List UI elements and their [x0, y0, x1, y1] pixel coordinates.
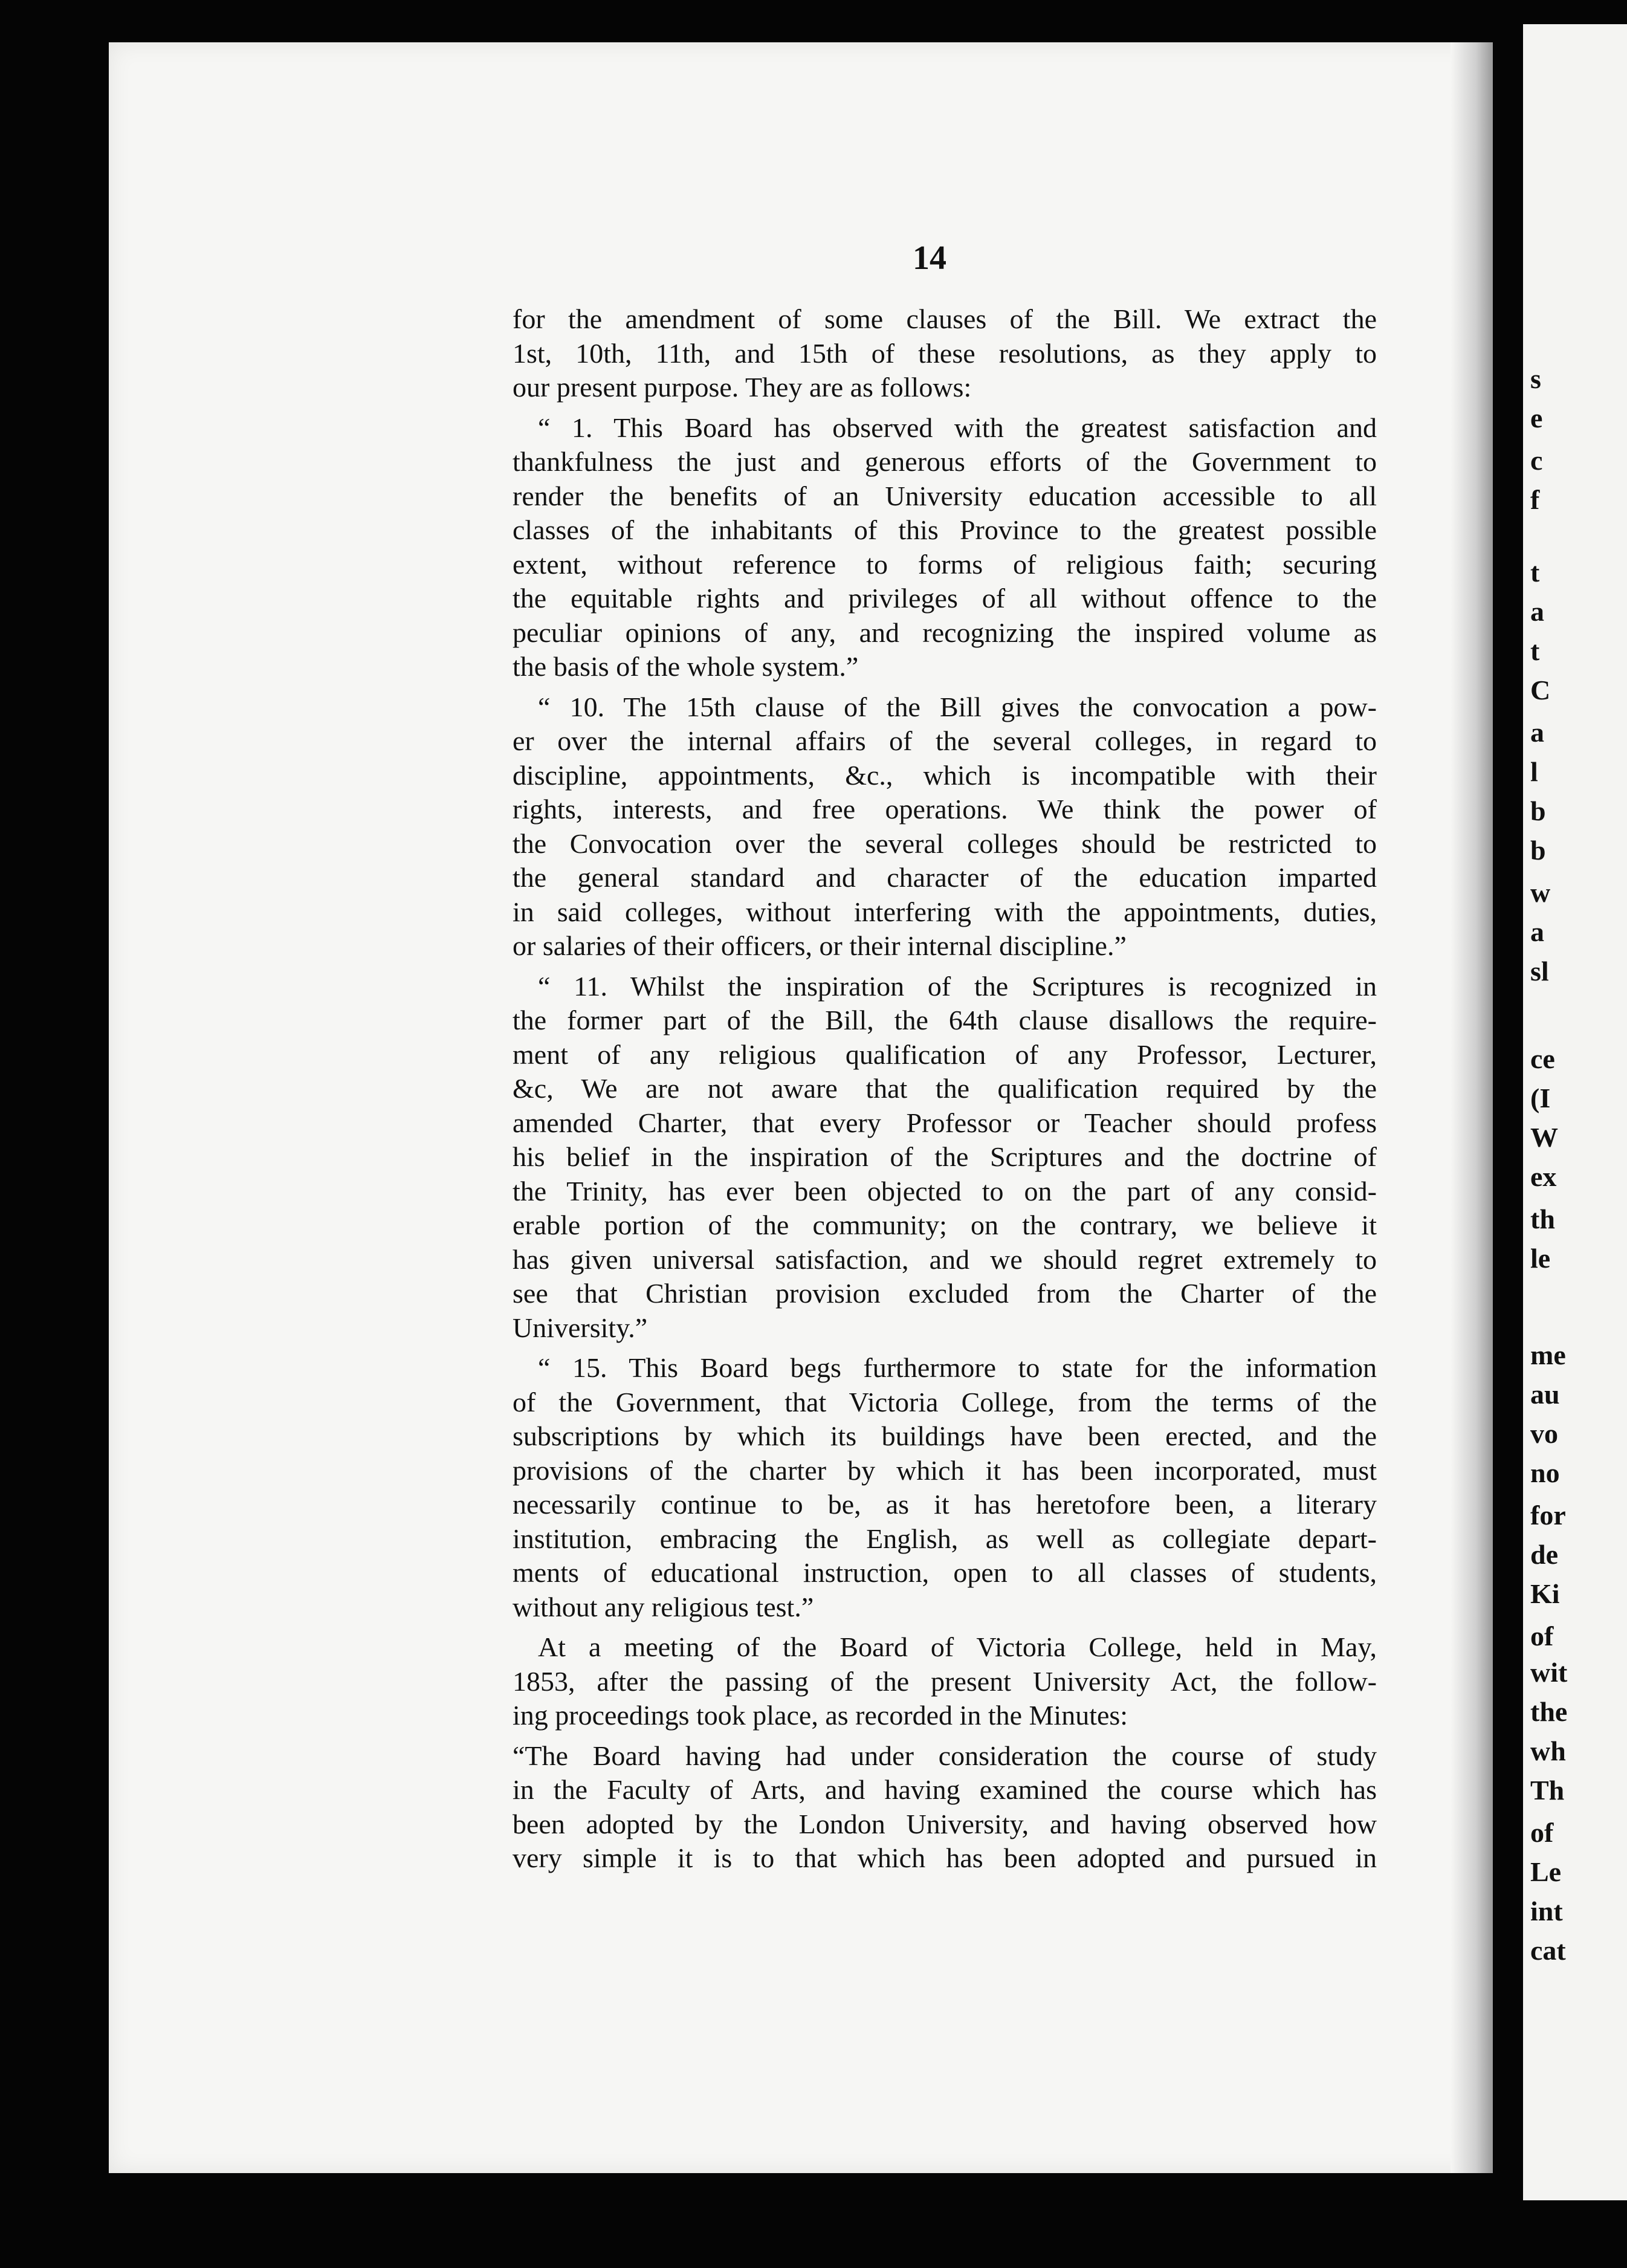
resolution-10	[513, 690, 1377, 964]
facing-page-letters: f	[1530, 484, 1540, 515]
facing-page-letters: int	[1530, 1896, 1563, 1926]
page-body	[513, 302, 1377, 1882]
facing-page-letters: a	[1530, 596, 1544, 627]
facing-page-letters: ex	[1530, 1161, 1557, 1192]
facing-page-letters: Th	[1530, 1775, 1565, 1806]
facing-page-letters: c	[1530, 445, 1543, 476]
text-line: ing proceedings took place, as recorded in the Minutes:	[513, 1700, 1128, 1731]
text-line: classes of the inhabitants of this Province to the greatest possible	[513, 514, 1377, 545]
text-line: without any religious test.”	[513, 1591, 814, 1622]
facing-page-letters: t	[1530, 635, 1540, 666]
resolution-15	[513, 1351, 1377, 1624]
text-line: er over the internal affairs of the several colleges, in regard to	[513, 725, 1377, 756]
text-line: the Convocation over the several colleges should be restricted to	[513, 828, 1377, 859]
text-line: provisions of the charter by which it has been incorporated, must	[513, 1454, 1377, 1486]
text-line: of the Government, that Victoria College, from the terms of the	[513, 1386, 1377, 1418]
text-line: for the amendment of some clauses of the Bill. We extract the	[513, 303, 1377, 334]
text-line: in said colleges, without interfering with the appointments, duties,	[513, 896, 1377, 927]
text-line: our present purpose. They are as follows:	[513, 372, 972, 403]
facing-page-letters: s	[1530, 363, 1541, 394]
text-line: “The Board having had under consideration the course of study	[513, 1740, 1377, 1771]
text-line: necessarily continue to be, as it has heretofore been, a literary	[513, 1489, 1377, 1520]
facing-page-letters: de	[1530, 1539, 1558, 1570]
facing-page-letters: au	[1530, 1379, 1560, 1410]
facing-page-letters: the	[1530, 1696, 1568, 1727]
facing-page-letters: a	[1530, 916, 1544, 947]
facing-page-letters: l	[1530, 756, 1538, 787]
text-line: ments of educational instruction, open to all classes of students,	[513, 1557, 1377, 1588]
text-line: At a meeting of the Board of Victoria College, held in May,	[538, 1631, 1377, 1662]
text-line: the basis of the whole system.”	[513, 651, 859, 682]
text-line: “ 15. This Board begs furthermore to state for the information	[538, 1352, 1377, 1383]
page-gutter	[1451, 42, 1493, 2173]
facing-page-letters: e	[1530, 403, 1543, 433]
text-line: institution, embracing the English, as well as collegiate depart-	[513, 1523, 1377, 1554]
facing-page-fragment	[1523, 24, 1627, 2200]
facing-page-letters: b	[1530, 795, 1546, 826]
text-line: see that Christian provision excluded from the Charter of the	[513, 1278, 1377, 1309]
text-line: “ 11. Whilst the inspiration of the Scriptures is recognized in	[538, 970, 1377, 1002]
resolution-1	[513, 411, 1377, 684]
facing-page-letters: me	[1530, 1340, 1566, 1370]
facing-page-letters: th	[1530, 1204, 1555, 1234]
text-line: 1st, 10th, 11th, and 15th of these resolutions, as they apply to	[513, 337, 1377, 369]
text-line: the former part of the Bill, the 64th clause disallows the require-	[513, 1005, 1377, 1035]
text-line: his belief in the inspiration of the Scriptures and the doctrine of	[513, 1141, 1377, 1172]
text-line: thankfulness the just and generous efforts of the Government to	[513, 446, 1377, 477]
text-line: subscriptions by which its buildings have been erected, and the	[513, 1421, 1377, 1451]
facing-page-letters: sl	[1530, 956, 1549, 987]
facing-page-letters: no	[1530, 1457, 1560, 1488]
text-line: “ 10. The 15th clause of the Bill gives the convocation a pow-	[538, 691, 1377, 722]
facing-page-letters: w	[1530, 877, 1551, 908]
facing-page-letters: of	[1530, 1621, 1554, 1651]
facing-page-letters: C	[1530, 675, 1551, 705]
facing-page-letters: ce	[1530, 1043, 1555, 1074]
intro-paragraph	[513, 302, 1377, 405]
facing-page-letters: le	[1530, 1243, 1551, 1274]
facing-page-letters: b	[1530, 835, 1546, 866]
text-line: has given universal satisfaction, and we should regret extremely to	[513, 1243, 1377, 1275]
text-line: the equitable rights and privileges of all without offence to the	[513, 583, 1377, 614]
facing-page-letters: Le	[1530, 1856, 1562, 1887]
facing-page-letters: vo	[1530, 1418, 1558, 1449]
text-line: amended Charter, that every Professor or Teacher should profess	[513, 1107, 1377, 1138]
page-number: 14	[913, 239, 946, 277]
text-line: been adopted by the London University, and having observed how	[513, 1808, 1377, 1839]
facing-page-letters: wit	[1530, 1657, 1568, 1688]
text-line: in the Faculty of Arts, and having examined the course which has	[513, 1774, 1377, 1805]
text-line: rights, interests, and free operations. We think the power of	[513, 794, 1377, 825]
text-line: erable portion of the community; on the contrary, we believe it	[513, 1210, 1377, 1240]
meeting-paragraph	[513, 1630, 1377, 1733]
text-line: extent, without reference to forms of religious faith; securing	[513, 548, 1377, 580]
text-line: &c, We are not aware that the qualification required by the	[513, 1073, 1377, 1104]
facing-page-letters: for	[1530, 1500, 1566, 1531]
facing-page-letters: t	[1530, 557, 1540, 588]
facing-page-letters: (I	[1530, 1083, 1551, 1113]
text-line: discipline, appointments, &c., which is incompatible with their	[513, 759, 1377, 791]
facing-page-letters: a	[1530, 717, 1544, 748]
facing-page-letters: of	[1530, 1817, 1554, 1848]
text-line: the Trinity, has ever been objected to on the part of any consid-	[513, 1175, 1377, 1207]
text-line: “ 1. This Board has observed with the greatest satisfaction and	[538, 412, 1377, 443]
board-paragraph	[513, 1739, 1377, 1876]
text-line: render the benefits of an University education accessible to all	[513, 480, 1377, 511]
text-line: or salaries of their officers, or their internal discipline.”	[513, 930, 1127, 961]
facing-page-letters: wh	[1530, 1735, 1566, 1766]
facing-page-letters: Ki	[1530, 1578, 1560, 1609]
text-line: peculiar opinions of any, and recognizing the inspired volume as	[513, 617, 1377, 648]
text-line: 1853, after the passing of the present University Act, the follow-	[513, 1665, 1377, 1697]
text-line: ment of any religious qualification of any Professor, Lecturer,	[513, 1038, 1377, 1070]
text-line: the general standard and character of the education imparted	[513, 862, 1377, 893]
text-line: very simple it is to that which has been adopted and pursued in	[513, 1842, 1377, 1873]
facing-page-letters: cat	[1530, 1935, 1566, 1966]
facing-page-letters: W	[1530, 1122, 1558, 1153]
resolution-11	[513, 970, 1377, 1346]
text-line: University.”	[513, 1312, 648, 1343]
